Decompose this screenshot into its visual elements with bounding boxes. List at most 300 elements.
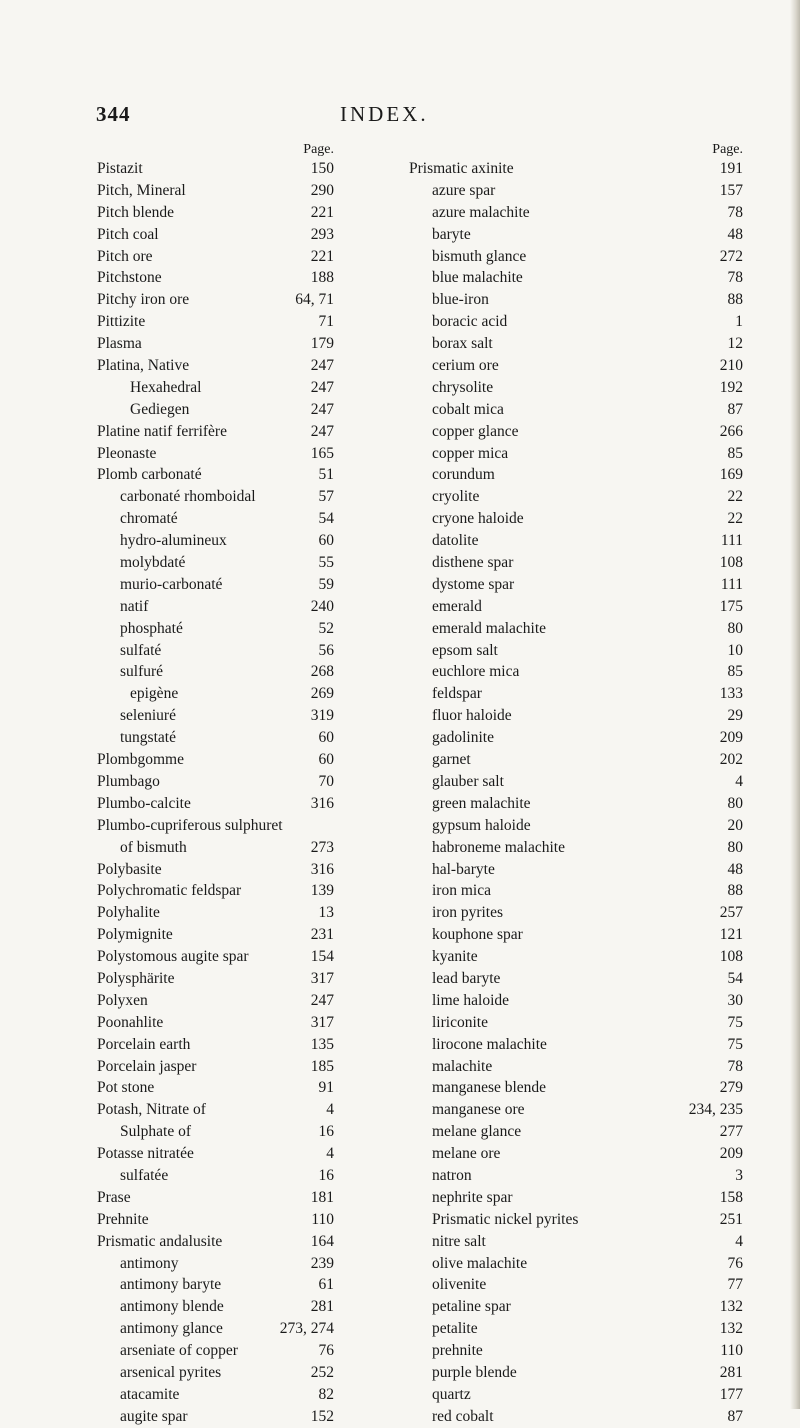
index-term: Plasma [97,335,142,353]
index-entry [97,640,334,662]
index-term: prehnite [432,1342,483,1360]
page-reference: 133 [719,685,743,703]
page-reference: 158 [719,1188,743,1206]
page-reference: 48 [727,225,743,243]
index-entry [409,727,743,749]
index-entry [409,1231,743,1253]
page-reference: 202 [719,751,743,769]
index-entry [97,158,334,180]
page-reference: 209 [719,729,743,747]
page-reference: 273 [310,838,334,856]
index-term: epigène [130,685,179,703]
index-entry [409,837,743,859]
index-term: chrysolite [432,378,494,396]
index-term: Potash, Nitrate of [97,1101,206,1119]
index-term: Pleonaste [97,444,157,462]
index-entry [97,990,334,1012]
index-entry [409,530,743,552]
index-term: Plumbo-cupriferous sulphuret [97,816,283,834]
index-entry [409,1384,743,1406]
index-entry [97,224,334,246]
index-term: lead baryte [432,969,501,987]
page-reference: 132 [719,1320,743,1338]
page-column-label: Page. [712,142,743,157]
index-term: garnet [432,751,471,769]
page-header [0,102,800,132]
page-reference: 152 [310,1407,334,1425]
page-reference: 317 [310,1013,334,1031]
index-entry [409,399,743,421]
page-reference: 85 [727,663,743,681]
index-entry [97,202,334,224]
page-reference: 175 [719,597,743,615]
index-term: glauber salt [432,772,504,790]
index-entry [97,552,334,574]
index-term: disthene spar [432,554,514,572]
index-term: seleniuré [120,707,176,725]
index-term: antimony blende [120,1298,224,1316]
index-term: Polyhalite [97,904,160,922]
index-term: red cobalt [432,1407,494,1425]
index-term: hydro-alumineux [120,532,227,550]
page-reference: 110 [720,1342,743,1360]
index-term: purple blende [432,1363,517,1381]
page-reference: 80 [727,794,743,812]
page-reference: 110 [311,1210,334,1228]
index-term: Pitch ore [97,247,153,265]
index-term: petalite [432,1320,478,1338]
index-entry [409,771,743,793]
index-term: azure malachite [432,203,530,221]
page-reference: 191 [719,160,743,177]
index-entry [97,508,334,530]
page-reference: 281 [719,1363,743,1381]
index-term: sulfaté [120,641,162,659]
index-entry [409,486,743,508]
index-term: kyanite [432,948,478,966]
index-entry [97,968,334,990]
page-reference: 316 [310,860,334,878]
page-reference: 154 [310,948,334,966]
page-reference: 29 [727,707,743,725]
page-reference: 80 [727,838,743,856]
page-reference: 13 [318,904,334,922]
index-term: Polychromatic feldspar [97,882,242,900]
index-entry [97,1187,334,1209]
index-entry [97,749,334,771]
index-entry [97,1384,334,1406]
index-entry [97,180,334,202]
page-reference: 108 [719,948,743,966]
page-reference: 239 [310,1254,334,1272]
index-term: lirocone malachite [432,1035,547,1053]
index-entry [409,1362,743,1384]
index-term: Polystomous augite spar [97,948,249,966]
index-entry [97,574,334,596]
index-term: manganese blende [432,1079,547,1097]
index-entry [97,530,334,552]
index-entry [97,399,334,421]
page-reference: 319 [310,707,334,725]
index-term: baryte [432,225,471,243]
index-entry [97,1318,334,1340]
index-entry [97,1231,334,1253]
index-term: sulfatée [120,1166,169,1184]
index-entry [97,1121,334,1143]
page-reference: 209 [719,1145,743,1163]
page-reference: 78 [727,269,743,287]
index-entry [97,727,334,749]
index-entry [97,924,334,946]
index-entry [97,1340,334,1362]
page-reference: 57 [318,488,334,506]
page-reference: 30 [727,991,743,1009]
index-entry [409,1253,743,1275]
index-term: Pitchy iron ore [97,291,190,309]
index-term: Polysphärite [97,969,175,987]
index-term: Pittizite [97,313,146,331]
page-reference: 221 [310,203,334,221]
index-entry [409,661,743,683]
page-reference: 4 [326,1101,334,1119]
page-reference: 266 [719,422,743,440]
page-reference: 91 [318,1079,334,1097]
index-entry [97,1406,334,1428]
index-entry [97,355,334,377]
index-term: Plombgomme [97,751,184,769]
index-entry [409,377,743,399]
index-entry [409,1209,743,1231]
index-entry [97,311,334,333]
index-entry [409,968,743,990]
index-entry [409,618,743,640]
index-term: cryone haloide [432,510,524,528]
index-entry [409,1406,743,1428]
index-entry [97,1274,334,1296]
index-term: Platina, Native [97,357,190,375]
index-term: chromaté [120,510,178,528]
index-term: emerald malachite [432,619,547,637]
index-term: antimony [120,1254,179,1272]
page-reference: 1 [735,313,743,331]
page-reference: 247 [310,422,334,440]
page-column-label: Page. [303,142,334,157]
index-term: nitre salt [432,1232,486,1250]
index-term: blue-iron [432,291,489,309]
index-term: Pot stone [97,1079,155,1097]
index-entry [97,246,334,268]
index-term: Prehnite [97,1210,149,1228]
page-reference: 164 [310,1232,334,1250]
index-term: sulfuré [120,663,164,681]
index-entry [97,1296,334,1318]
page-reference: 56 [318,641,334,659]
index-term: habroneme malachite [432,838,565,856]
index-term: Plumbo-calcite [97,794,191,812]
index-entry [409,1012,743,1034]
page-reference: 60 [318,532,334,550]
index-entry [97,946,334,968]
page-reference: 77 [727,1276,743,1294]
index-entry [409,683,743,705]
page-reference: 277 [719,1123,743,1141]
page-reference: 268 [310,663,334,681]
index-entry [97,377,334,399]
index-term: Pitchstone [97,269,162,287]
index-entry [409,1034,743,1056]
index-entry [409,1165,743,1187]
index-entries [97,158,334,1428]
index-term: gadolinite [432,729,494,747]
index-term: hal-baryte [432,860,495,878]
page-reference: 82 [318,1385,334,1403]
index-entry [97,1099,334,1121]
page-reference: 54 [318,510,334,528]
index-entry [97,267,334,289]
page-reference: 157 [719,181,743,199]
index-entry [409,224,743,246]
index-entry [409,1056,743,1078]
page-reference: 78 [727,203,743,221]
index-term: natif [120,597,149,615]
index-term: Prismatic andalusite [97,1232,223,1250]
index-entry [97,1012,334,1034]
index-term: boracic acid [432,313,508,331]
index-entry [409,1274,743,1296]
index-entry [409,902,743,924]
index-entry [97,1077,334,1099]
index-entry [409,880,743,902]
index-term: copper glance [432,422,519,440]
index-term: euchlore mica [432,663,520,681]
page-reference: 64, 71 [295,291,334,309]
page-reference: 234, 235 [688,1101,743,1119]
index-entry [97,771,334,793]
page-reference: 88 [727,882,743,900]
page-reference: 76 [318,1342,334,1360]
index-entry [409,1143,743,1165]
index-term: Plomb carbonaté [97,466,202,484]
index-term: iron mica [432,882,491,900]
index-entry [409,793,743,815]
index-term: gypsum haloide [432,816,531,834]
page-reference: 290 [310,181,334,199]
index-entry [409,267,743,289]
index-term: green malachite [432,794,531,812]
index-term: Sulphate of [120,1123,192,1141]
index-term: natron [432,1166,472,1184]
index-entry [97,289,334,311]
page-reference: 80 [727,619,743,637]
page-reference: 10 [727,641,743,659]
index-term: atacamite [120,1385,180,1403]
index-entry [409,924,743,946]
index-term: cobalt mica [432,400,504,418]
index-term: Pitch, Mineral [97,181,186,199]
index-term: Gediegen [130,400,190,418]
index-entry [97,837,334,859]
index-entry [97,859,334,881]
page-reference: 188 [310,269,334,287]
index-term: melane ore [432,1145,501,1163]
index-entry [97,1143,334,1165]
index-term: murio-carbonaté [120,575,223,593]
page-reference: 132 [719,1298,743,1316]
index-term: Pitch blende [97,203,175,221]
index-term: bismuth glance [432,247,527,265]
index-entry [409,596,743,618]
index-entry [97,443,334,465]
index-entry [409,289,743,311]
index-term: Platine natif ferrifère [97,422,227,440]
index-term: malachite [432,1057,493,1075]
index-entry [409,1187,743,1209]
index-term: datolite [432,532,479,550]
index-term: azure spar [432,181,496,199]
index-term: of bismuth [120,838,187,856]
index-entry [97,815,334,837]
index-term: lime haloide [432,991,510,1009]
page-reference: 85 [727,444,743,462]
page-reference: 75 [727,1035,743,1053]
index-term: feldspar [432,685,482,703]
index-entry [409,202,743,224]
index-term: kouphone spar [432,926,523,944]
page-reference: 48 [727,860,743,878]
index-term: Polybasite [97,860,162,878]
index-term: corundum [432,466,495,484]
page-reference: 316 [310,794,334,812]
index-entry [97,486,334,508]
index-entry [97,683,334,705]
index-term: copper mica [432,444,509,462]
index-entry [97,661,334,683]
page-reference: 181 [310,1188,334,1206]
index-column-right [409,142,743,1428]
page-reference: 70 [318,772,334,790]
index-entry [97,902,334,924]
page-reference: 4 [735,772,743,790]
index-entry [97,1362,334,1384]
index-term: arseniate of copper [120,1342,238,1360]
index-entry [409,815,743,837]
index-term: dystome spar [432,575,515,593]
index-term: olivenite [432,1276,487,1294]
index-entry [97,880,334,902]
index-term: nephrite spar [432,1188,513,1206]
index-entry [409,705,743,727]
index-term: epsom salt [432,641,498,659]
page-edge-shadow [790,0,800,1409]
page-reference: 165 [310,444,334,462]
page-reference: 61 [318,1276,334,1294]
page-reference: 221 [310,247,334,265]
page-reference: 59 [318,575,334,593]
index-entry [409,355,743,377]
index-entry [97,1034,334,1056]
page-reference: 247 [310,991,334,1009]
index-entry [409,333,743,355]
page-reference: 252 [310,1363,334,1381]
index-term: Porcelain jasper [97,1057,197,1075]
page-reference: 192 [719,378,743,396]
page-reference: 257 [719,904,743,922]
index-entry [409,640,743,662]
index-term: Prismatic nickel pyrites [432,1210,579,1228]
page-reference: 4 [735,1232,743,1250]
index-entry [409,574,743,596]
page-reference: 247 [310,400,334,418]
index-entry [409,1340,743,1362]
page-reference: 60 [318,729,334,747]
page-reference: 51 [318,466,334,484]
index-term: antimony glance [120,1320,223,1338]
index-term: emerald [432,597,482,615]
page-reference: 269 [310,685,334,703]
index-entry [97,618,334,640]
index-term: iron pyrites [432,904,504,922]
page-reference: 169 [719,466,743,484]
index-entry [409,464,743,486]
page-reference: 71 [318,313,334,331]
index-entry [409,421,743,443]
column-header [409,142,743,158]
index-entry [409,552,743,574]
page-reference: 108 [719,554,743,572]
index-entry [97,1165,334,1187]
index-term: olive malachite [432,1254,528,1272]
index-term: Prase [97,1188,131,1206]
page-reference: 12 [727,335,743,353]
index-term: cryolite [432,488,480,506]
page-reference: 76 [727,1254,743,1272]
index-entry [409,246,743,268]
index-term: petaline spar [432,1298,511,1316]
index-term: Pistazit [97,160,143,177]
index-term: Poonahlite [97,1013,164,1031]
index-entry [409,508,743,530]
index-entry [409,1099,743,1121]
page-reference: 16 [318,1123,334,1141]
index-entry [409,1318,743,1340]
index-entry [97,1056,334,1078]
index-entry [409,1121,743,1143]
page-reference: 150 [310,160,334,177]
index-entry [97,1209,334,1231]
index-term: Prismatic axinite [409,160,514,177]
index-term: molybdaté [120,554,186,572]
index-entry [97,705,334,727]
page-number: 344 [96,102,131,126]
index-term: antimony baryte [120,1276,222,1294]
page-reference: 139 [310,882,334,900]
page-reference: 88 [727,291,743,309]
page-reference: 4 [326,1145,334,1163]
index-entry [97,464,334,486]
page-reference: 135 [310,1035,334,1053]
index-term: liriconite [432,1013,488,1031]
index-entry [409,443,743,465]
index-entry [97,596,334,618]
page-reference: 55 [318,554,334,572]
index-entry [409,946,743,968]
index-term: carbonaté rhomboidal [120,488,256,506]
index-entries [409,158,743,1428]
page-reference: 87 [727,400,743,418]
index-entry [409,158,743,180]
page-reference: 317 [310,969,334,987]
page-reference: 16 [318,1166,334,1184]
